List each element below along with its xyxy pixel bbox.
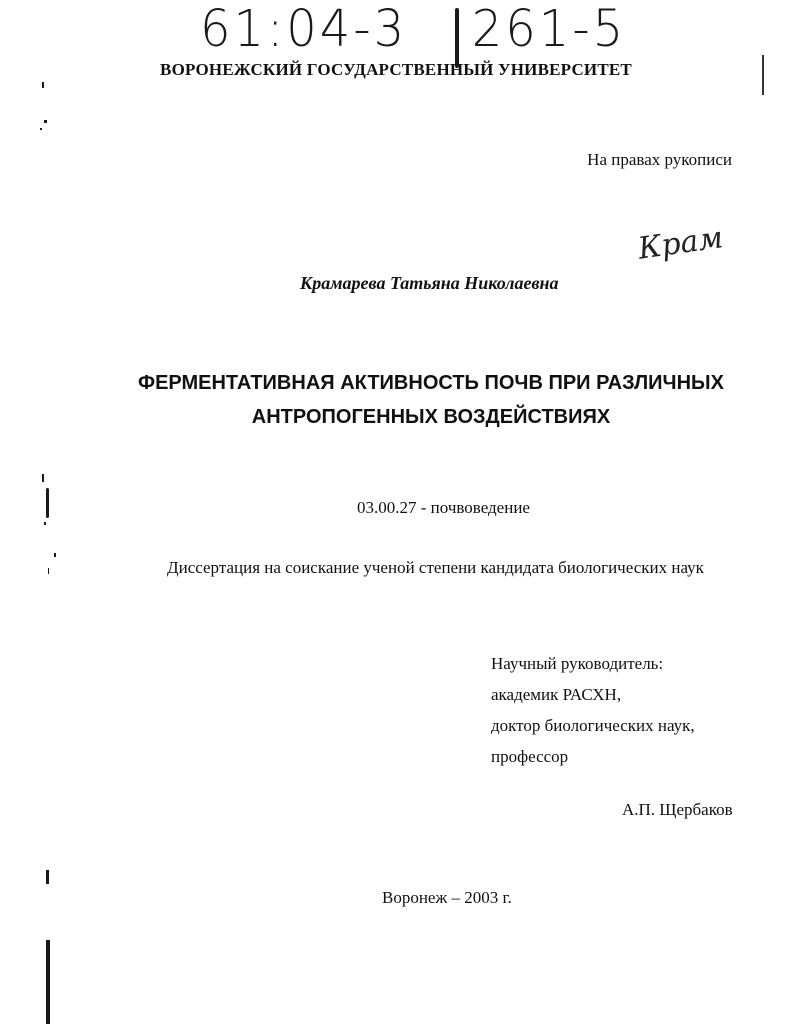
catalog-separator — [455, 8, 459, 68]
scan-speck — [40, 128, 42, 130]
catalog-number — [200, 0, 626, 59]
dissertation-degree: Диссертация на соискание ученой степени кандидата биологических наук — [167, 558, 704, 577]
scan-speck — [54, 553, 56, 557]
scan-speck — [44, 522, 46, 525]
advisor-degree: доктор биологических наук, — [491, 716, 695, 735]
scan-speck — [42, 474, 44, 482]
advisor-block — [491, 648, 695, 772]
scan-edge-mark — [762, 55, 764, 95]
advisor-title: профессор — [491, 747, 569, 766]
scan-speck — [46, 870, 49, 884]
author-signature: Крам — [636, 220, 726, 267]
catalog-number-right: 261-5 — [471, 0, 627, 59]
dissertation-title — [0, 366, 792, 434]
advisor-rank: академик РАСХН, — [491, 685, 622, 704]
scan-speck — [42, 82, 44, 88]
author-name: Крамарева Татьяна Николаевна — [300, 273, 559, 293]
advisor-name: А.П. Щербаков — [622, 800, 733, 819]
specialty-code: 03.00.27 - почвоведение — [357, 498, 530, 517]
scan-speck — [48, 568, 49, 574]
scan-speck — [44, 120, 47, 123]
title-line-1: ФЕРМЕНТАТИВНАЯ АКТИВНОСТЬ ПОЧВ ПРИ РАЗЛИЧНЫХ — [138, 372, 724, 394]
advisor-label: Научный руководитель: — [491, 654, 664, 673]
manuscript-note: На правах рукописи — [587, 150, 732, 169]
title-line-2: АНТРОПОГЕННЫХ ВОЗДЕЙСТВИЯХ — [251, 406, 611, 428]
university-name: ВОРОНЕЖСКИЙ ГОСУДАРСТВЕННЫЙ УНИВЕРСИТЕТ — [160, 60, 632, 79]
scan-speck — [46, 488, 49, 518]
scan-edge-mark — [46, 940, 50, 1024]
city-year: Воронеж – 2003 г. — [382, 888, 512, 907]
catalog-number-left: 61:04-3 — [200, 0, 408, 59]
